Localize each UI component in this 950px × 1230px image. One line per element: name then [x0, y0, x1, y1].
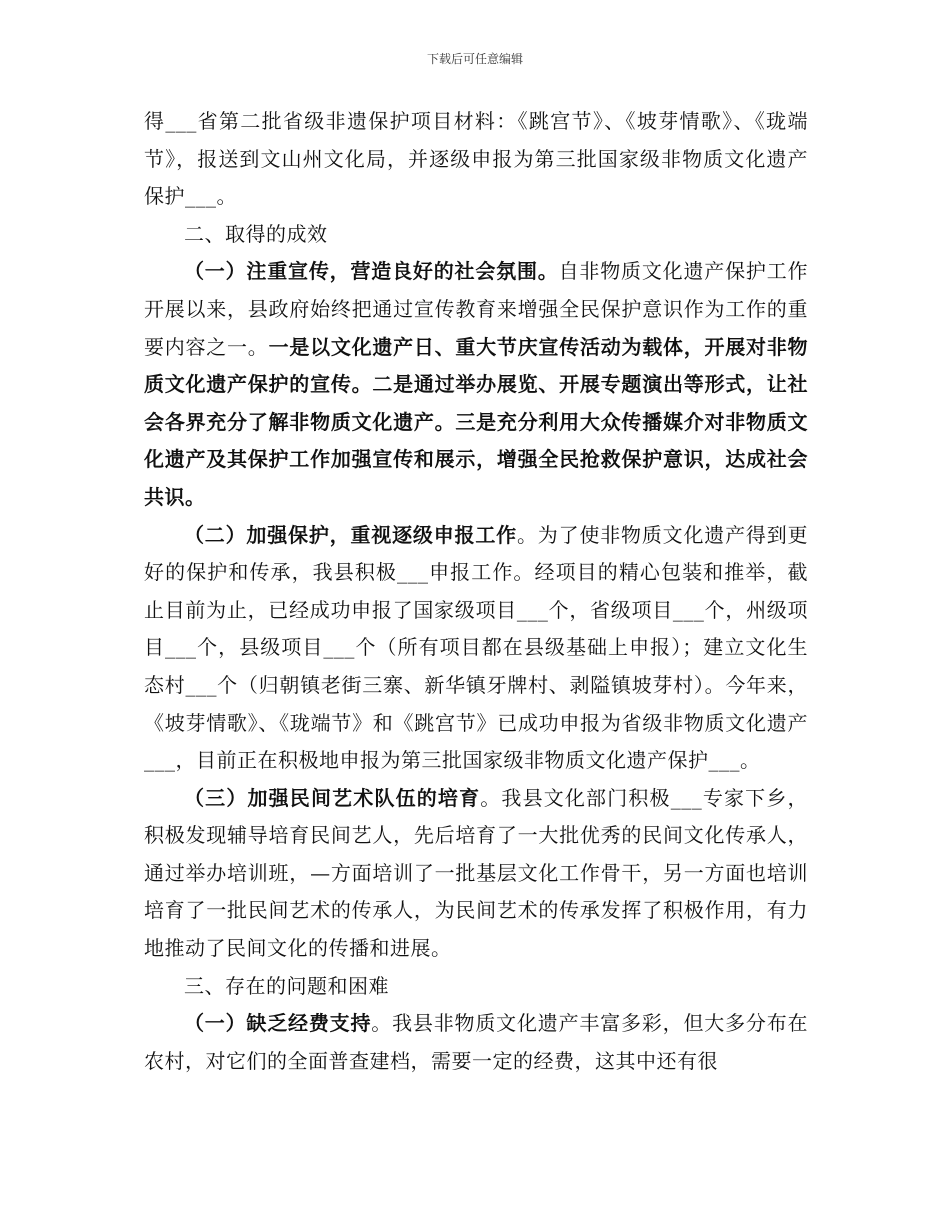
paragraph-funding	[144, 1005, 808, 1080]
heading-text: 二、取得的成效	[184, 221, 328, 246]
bold-lead: （三）加强民间艺术队伍的培育	[184, 785, 481, 810]
page-header: 下载后可任意编辑	[426, 52, 523, 66]
document-body	[144, 103, 808, 1080]
text-run: 得___省第二批省级非遗保护项目材料：《跳宫节》、《坡芽情歌》、《珑端节》，报送到文山州文化局，并逐级申报为第三批国家级非物质文化遗产保护___。	[144, 109, 808, 209]
text-run: 。我县非物质文化遗产丰富多彩，但大多分布在农村，对它们的全面普查建档，需要一定的经费，这其中还有很	[144, 1011, 809, 1073]
text-run: 。我县文化部门积极___专家下乡，积极发现辅导培育民间艺人，先后培育了一大批优秀的民间文化传承人，通过举办培训班，—方面培训了一批基层文化工作骨干，另一方面也培训培育了一批民间艺术的传承人，为民间艺术的传承发挥了积极作用，有力地推动了民间文化的传播和进展。	[144, 785, 808, 961]
bold-lead: （一）注重宣传，营造良好的社会氛围。	[184, 259, 559, 284]
section-heading-achievements	[144, 216, 808, 254]
text-run: 。为了使非物质文化遗产得到更好的保护和传承，我县积极___申报工作。经项目的精心包装和推举，截止目前为止，已经成功申报了国家级项目___个，省级项目___个，州级项目___个，县级项目___个（所有项目都在县级基础上申报）；建立文化生态村___个（归朝镇老街三寨、新华镇牙牌村、剥隘镇坡芽村）。今年来，《坡芽情歌》、《珑端节》和《跳宫节》已成功申报为省级非物质文化遗产___，目前正在积极地申报为第三批国家级非物质文化遗产保护___。	[144, 522, 809, 773]
text-run: 自非物质文化遗产保护工作开展以来，县政府始终把通过宣传教育来增强全民保护意识作为工作的重要内容之一。	[144, 259, 809, 359]
paragraph-folk-art	[144, 780, 808, 968]
heading-text: 三、存在的问题和困难	[184, 973, 389, 998]
bold-run: 一是以文化遗产日、重大节庆宣传活动为载体，开展对非物质文化遗产保护的宣传。二是通过举办展览、开展专题演出等形式，让社会各界充分了解非物质文化遗产。三是充分利用大众传播媒介对非物质文化遗产及其保护工作加强宣传和展示，增强全民抢救保护意识，达成社会共识。	[144, 334, 809, 509]
paragraph-continuation	[144, 103, 808, 216]
paragraph-publicity	[144, 253, 808, 516]
bold-lead: （一）缺乏经费支持	[184, 1011, 372, 1036]
section-heading-problems	[144, 968, 808, 1006]
paragraph-protection	[144, 517, 808, 780]
bold-lead: （二）加强保护，重视逐级申报工作	[184, 522, 517, 547]
